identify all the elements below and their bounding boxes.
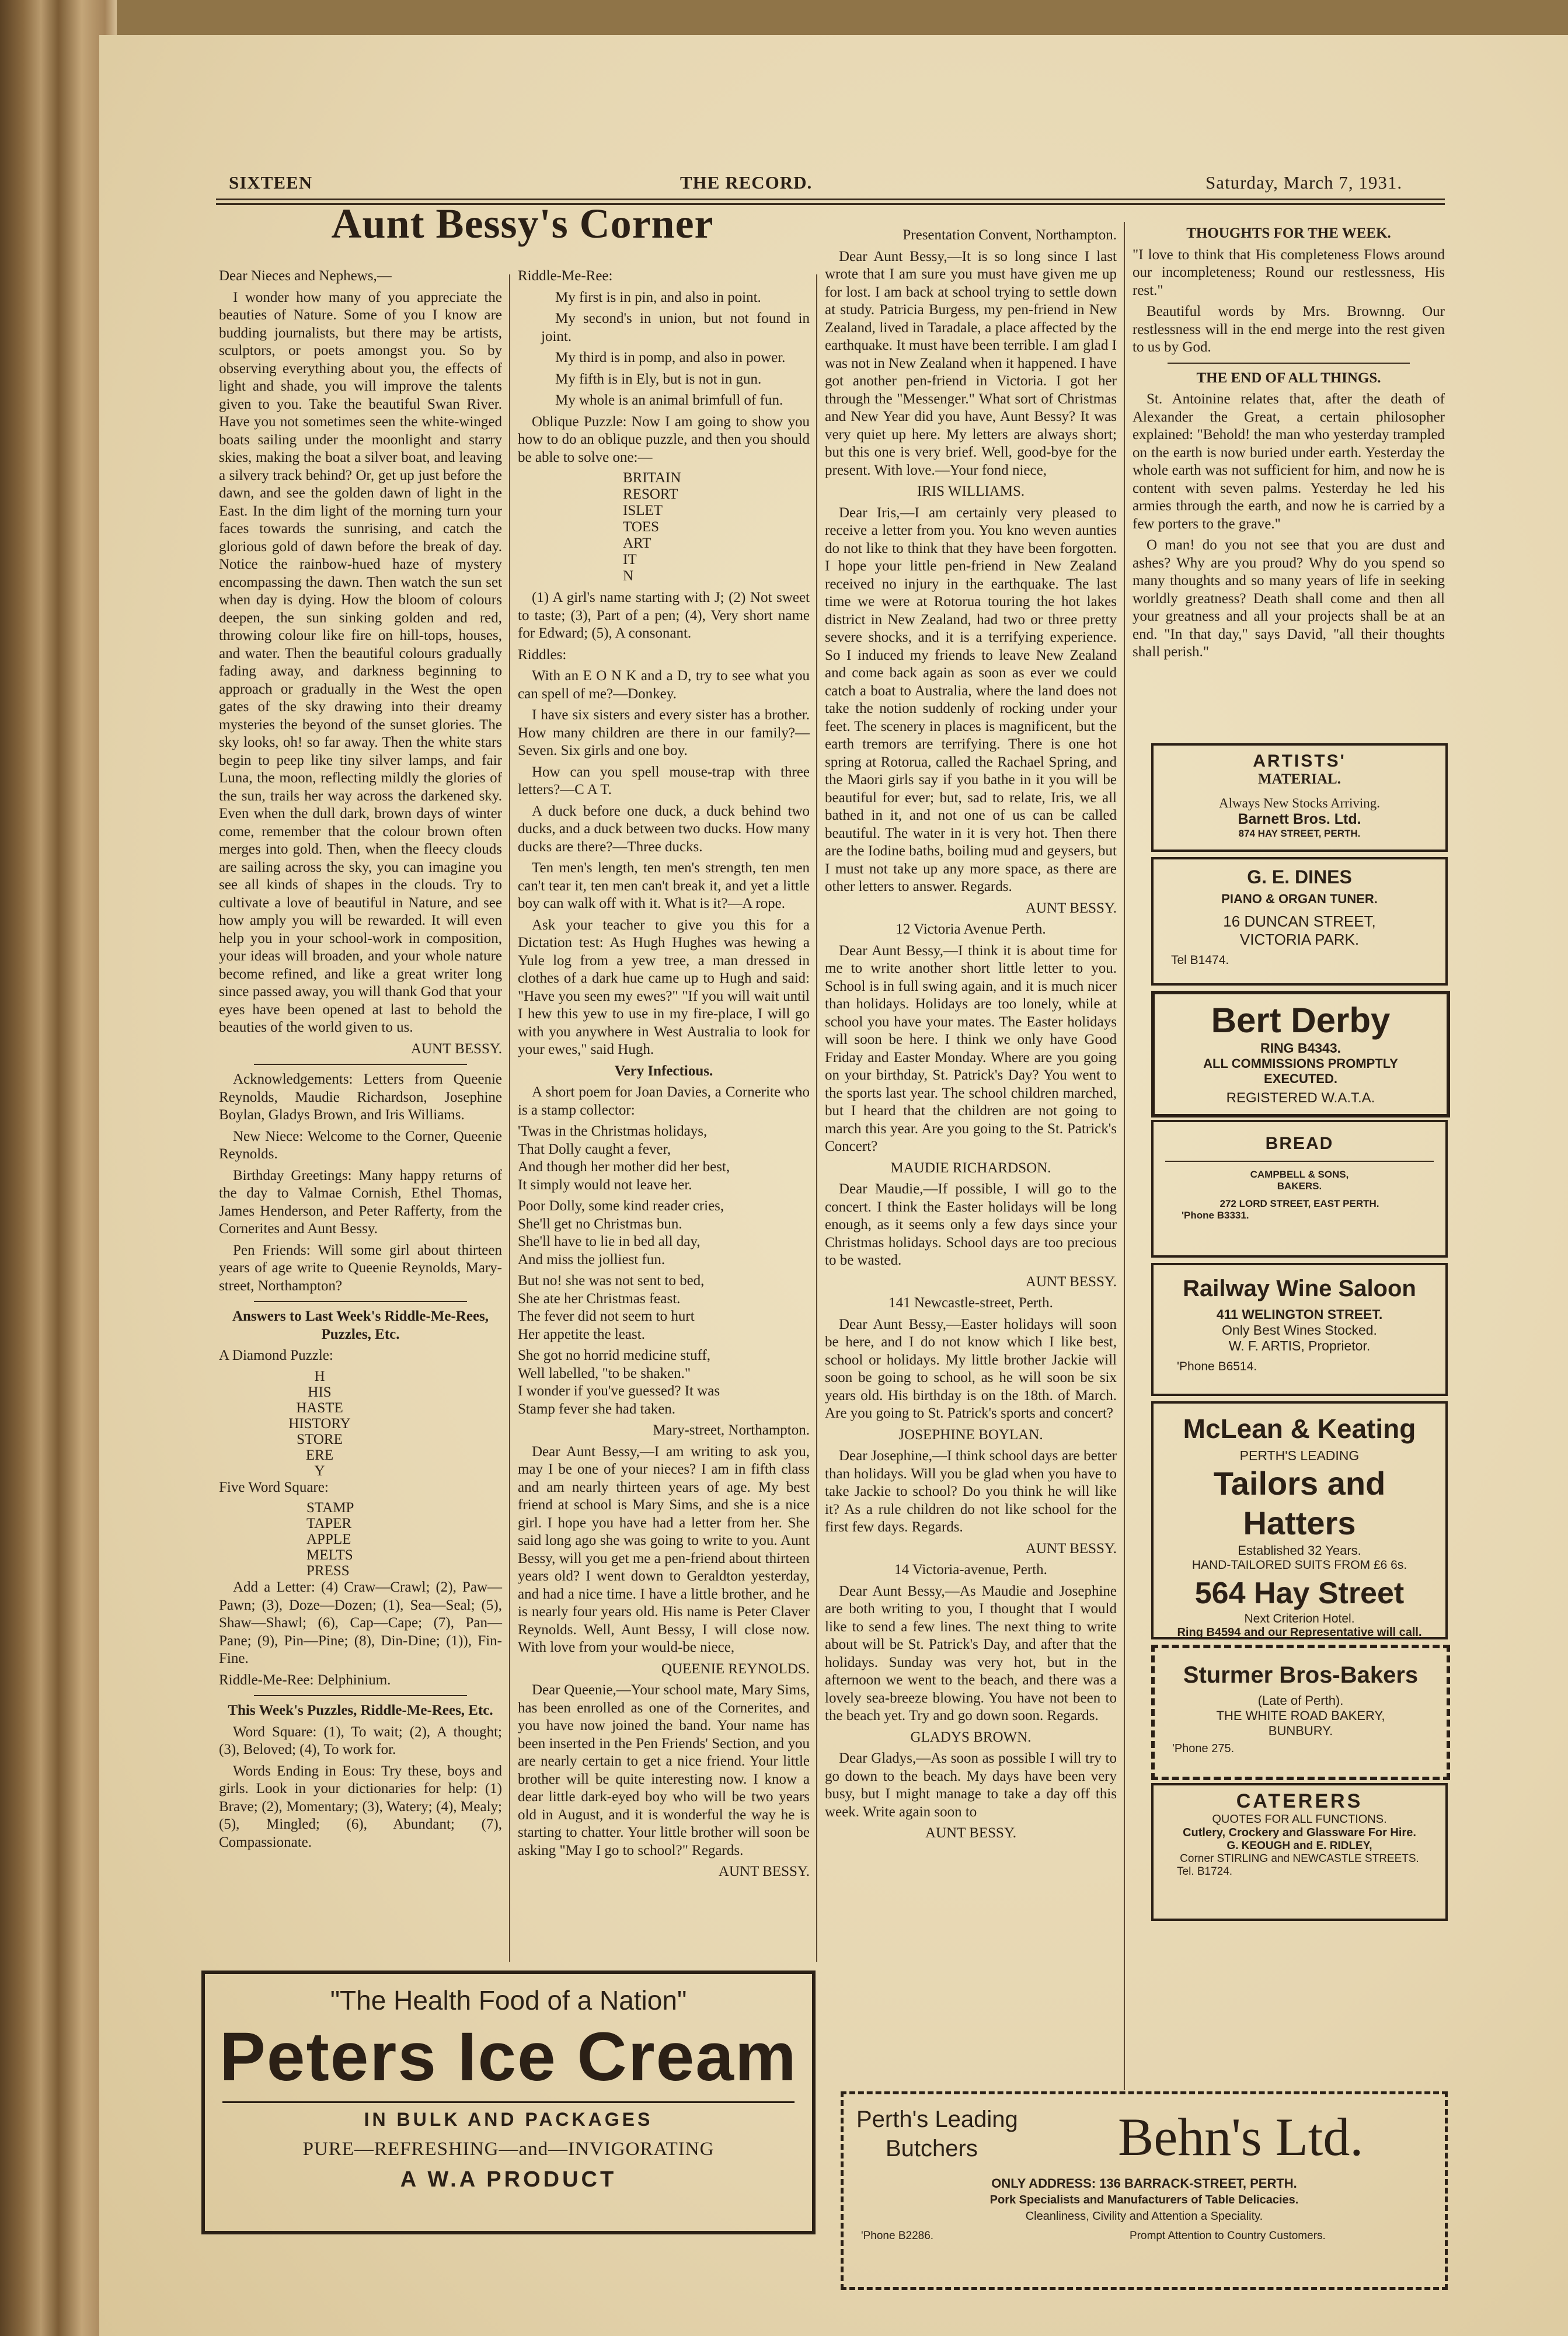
ad-line: 'Phone 275. [1172, 1742, 1235, 1755]
riddle: With an E O N K and a D, try to see what you can spell of me?—Donkey. [518, 668, 810, 702]
poem-line: And miss the jolliest fun. [518, 1251, 665, 1268]
birthday-greetings: Birthday Greetings: Many happy returns of the day to Valmae Cornish, Ethel Thomas, James Henderson, and Peter Rafferty, from the Cornerites and Aunt Bessy. [219, 1167, 502, 1237]
answers-heading: Answers to Last Week's Riddle-Me-Rees, Puzzles, Etc. [232, 1308, 489, 1342]
diamond-line: HASTE [296, 1399, 343, 1416]
ad-line: Always New Stocks Arriving. [1219, 796, 1380, 810]
ad-caterers [1151, 1783, 1448, 1921]
column-2 [518, 267, 810, 1885]
riddle: Ten men's length, ten men's strength, ten men can't tear it, ten men can't break it, and yet a little boy can walk off with it. What is it?—A rope. [518, 860, 810, 911]
ad-line: G. KEOUGH and E. RIDLEY, [1226, 1840, 1372, 1852]
ad-line: W. F. ARTIS, Proprietor. [1228, 1338, 1371, 1353]
ad-line: 16 DUNCAN STREET, [1223, 913, 1376, 930]
poem-line: I wonder if you've guessed? It was [518, 1383, 720, 1399]
divider [222, 2101, 795, 2103]
poem-line: And though her mother did her best, [518, 1159, 730, 1175]
diamond-line: STORE [297, 1431, 343, 1447]
diamond-line: HIS [308, 1384, 332, 1400]
column-4 [1133, 225, 1445, 665]
ad-line: Tel. B1724. [1177, 1865, 1233, 1878]
diamond-line: H [314, 1368, 325, 1384]
square-line: MELTS [306, 1547, 353, 1563]
oblique-word: RESORT [623, 486, 678, 502]
diamond-line: Y [314, 1463, 325, 1479]
divider [254, 1064, 467, 1065]
signature: JOSEPHINE BOYLAN. [898, 1426, 1043, 1443]
riddle: A duck before one duck, a duck behind two ducks, and a duck between two ducks. How many ducks are there?—Three ducks. [518, 803, 810, 855]
ad-line: Corner STIRLING and NEWCASTLE STREETS. [1180, 1853, 1419, 1865]
square-line: TAPER [306, 1516, 352, 1531]
ad-title: McLean & Keating [1183, 1414, 1416, 1444]
greeting: Dear Nieces and Nephews,— [219, 268, 392, 284]
ad-line: Barnett Bros. Ltd. [1238, 811, 1361, 827]
end-paragraph: O man! do you not see that you are dust and ashes? Why are you proud? Why do you spend so many thoughts and so many years of life in seeking worldly greatness? Death shall come and then all your greatness and all your projects shall be at an end. "In that day," says David, "all their thoughts shall perish." [1133, 537, 1445, 660]
ad-line: PERTH'S LEADING [1239, 1448, 1360, 1463]
word-square: Word Square: (1), To wait; (2), A thought; (3), Beloved; (4), To work for. [219, 1724, 502, 1757]
ad-line: 'Phone B3331. [1182, 1210, 1249, 1221]
page-number: SIXTEEN [229, 172, 313, 193]
end-heading: THE END OF ALL THINGS. [1196, 370, 1381, 386]
ad-line: Butchers [886, 2136, 978, 2161]
poem-line: She'll get no Christmas bun. [518, 1216, 682, 1232]
letter-address: Presentation Convent, Northampton. [903, 227, 1117, 243]
ad-mclean-keating [1151, 1401, 1448, 1639]
letter-address: 141 Newcastle-street, Perth. [888, 1295, 1053, 1311]
rmr-line: My whole is an animal brimfull of fun. [555, 392, 783, 408]
ad-brand: Peters Ice Cream [219, 2018, 797, 2095]
poem-line: 'Twas in the Christmas holidays, [518, 1123, 708, 1139]
rmr-line: My fifth is in Ely, but is not in gun. [555, 371, 762, 387]
square-line: PRESS [306, 1563, 350, 1579]
poem-line: Well labelled, "to be shaken." [518, 1365, 691, 1381]
poem-line: Stamp fever she had taken. [518, 1401, 676, 1417]
ad-title: G. E. DINES [1247, 866, 1352, 887]
riddle: I have six sisters and every sister has a brother. How many children are there in our family?—Seven. Six girls and one boy. [518, 707, 810, 758]
five-label: Five Word Square: [219, 1479, 329, 1495]
poem-line: The fever did not seem to hurt [518, 1308, 695, 1324]
acknowledgements: Acknowledgements: Letters from Queenie Reynolds, Maudie Richardson, Josephine Boylan, Gladys Brown, and Iris Williams. [219, 1071, 502, 1123]
ad-title: BREAD [1265, 1134, 1334, 1153]
date-line: Saturday, March 7, 1931. [1205, 172, 1403, 193]
ad-line: THE WHITE ROAD BAKERY, [1216, 1708, 1385, 1723]
letter-body: I wonder how many of you appreciate the beauties of Nature. Some of you I know are budding journalists, but there may be artists, sculptors, or poets amongst you. So by observing everything about you, the effects of light and shade, you will improve the talents given to you. Take the beautiful Swan River. Have you not sometimes seen the white-winged boats sailing under the moonlight and starry skies, making the boat a silver boat, and leaving a silvery track behind? Or, get up just before the dawn, and see the golden dawn of light in the East. In the dim light of the morning turn your faces towards the sunrising, and catch the glorious gold of dawn before the break of day. Notice the rainbow-hued haze of mystery encompassing the dawn. Then watch the sun set when day is dying. How the bloom of colours deepen, the sun sinking golden and red, throwing colour like fire on hill-tops, houses, and water. Then the beautiful colours gradually fading away, and darkness beginning to approach or gradually in the West the open gates of the sky drawing into their dreamy mysteries the beyond of the sunset glories. The sky looks, oh! so far away. Then the white stars begin to peep like tiny silver lamps, and fair Luna, the moon, reflecting mildly the glories of the sun, trails her way across the darkened sky. Even when the dull dark, brown days of winter come, remember that the colour brown often merges into gold. Then, when the fleecy clouds are sailing across the sky, you can imagine you see all kinds of shapes in the clouds. Try to cultivate a love of beautiful in Nature, and see how amply you will be rewarded. It will even help you in your school-work in composition, your ideas will broaden, and your whole nature become refined, and like a great writer long since passed away, you will thank God that your eyes have been opened at last to behold the beauties of the world given to us. [219, 289, 502, 1035]
ad-title: Railway Wine Saloon [1183, 1276, 1416, 1301]
ad-line: ALL COMMISSIONS PROMPTLY EXECUTED. [1203, 1056, 1398, 1086]
rmr-line: My first is in pin, and also in point. [555, 289, 761, 305]
ad-line: HAND-TAILORED SUITS FROM £6 6s. [1191, 1558, 1407, 1572]
ad-line: 'Phone B2286. [861, 2230, 934, 2242]
poem-line: It simply would not leave her. [518, 1176, 692, 1193]
poem-line: That Dolly caught a fever, [518, 1141, 671, 1157]
ad-line: Only Best Wines Stocked. [1222, 1322, 1377, 1338]
ad-line: Pork Specialists and Manufacturers of Table Delicacies. [989, 2194, 1299, 2206]
signature: AUNT BESSY. [925, 1825, 1017, 1841]
ad-line: QUOTES FOR ALL FUNCTIONS. [1212, 1813, 1387, 1826]
ad-line: 874 HAY STREET, PERTH. [1238, 828, 1361, 839]
ad-artists-material [1151, 743, 1448, 852]
thoughts-body: Beautiful words by Mrs. Brownng. Our restlessness will in the end merge into the rest given to us by God. [1133, 304, 1445, 355]
ad-line: Perth's Leading [856, 2107, 1018, 2132]
signature: AUNT BESSY. [1025, 1540, 1117, 1557]
column-1 [219, 267, 502, 1855]
signature: AUNT BESSY. [1025, 900, 1117, 916]
column-separator [816, 274, 817, 1962]
oblique-word: ART [623, 535, 651, 551]
diamond-line: HISTORY [288, 1415, 351, 1432]
signature: GLADYS BROWN. [910, 1729, 1032, 1745]
ad-sturmer-bros [1151, 1645, 1450, 1780]
page-title: Aunt Bessy's Corner [331, 200, 714, 247]
ad-tagline [856, 2105, 1018, 2163]
signature: AUNT BESSY. [1025, 1273, 1117, 1290]
divider [254, 1695, 467, 1696]
ad-bert-derby [1151, 991, 1450, 1117]
oblique-word: N [623, 568, 634, 584]
poem-heading: Very Infectious. [614, 1063, 713, 1079]
column-separator [1124, 222, 1125, 2090]
ad-title: Bert Derby [1211, 1001, 1391, 1040]
signature: IRIS WILLIAMS. [917, 483, 1025, 499]
oblique-word: ISLET [623, 503, 663, 518]
ad-line: A W.A PRODUCT [400, 2167, 617, 2192]
ad-dines [1151, 857, 1448, 986]
ad-line: Established 32 Years. [1238, 1543, 1361, 1558]
divider [254, 1301, 467, 1302]
divider [1168, 363, 1410, 364]
ad-line: BAKERS. [1277, 1181, 1322, 1192]
ad-line: Next Criterion Hotel. [1244, 1612, 1355, 1625]
square-line: STAMP [306, 1500, 354, 1516]
oblique-intro: Oblique Puzzle: Now I am going to show you how to do an oblique puzzle, and then you should be able to solve one:— [518, 413, 810, 465]
ad-peters-ice-cream [201, 1971, 816, 2234]
ad-line: 'Phone B6514. [1177, 1360, 1257, 1373]
reply-body: Dear Maudie,—If possible, I will go to the concert. I think the Easter holidays will be long enough, as it seems only a few days since your Christmas holidays. School days are too precious to be wasted. [825, 1181, 1117, 1268]
ad-line: REGISTERED W.A.T.A. [1226, 1090, 1375, 1106]
thoughts-quote: "I love to think that His completeness Flows around our incompleteness; Round our restlessness, His rest." [1133, 246, 1445, 298]
letter-body: Dear Aunt Bessy,—I am writing to ask you, may I be one of your nieces? I am in fifth class and am nearly thirteen years of age. My best friend at school is Mary Sims, and she is a nice girl. I hope you have had a letter from her. She said long ago she was going to write to you. Aunt Bessy, will you get me a pen-friend about thirteen years old? I went down to Geraldton yesterday, and had a nice time. I have a little brother, and he is nearly four years old. His name is Peter Claver Reynolds. Well, Aunt Bessy, I will close now. With love from your would-be niece, [518, 1443, 810, 1655]
oblique-clues: (1) A girl's name starting with J; (2) Not sweet to taste; (3), Part of a pen; (4), Very short name for Edward; (5), A consonant. [518, 590, 810, 641]
signature: MAUDIE RICHARDSON. [890, 1160, 1051, 1176]
rmr-line: My third is in pomp, and also in power. [555, 350, 786, 365]
this-week-heading: This Week's Puzzles, Riddle-Me-Rees, Etc. [228, 1703, 493, 1718]
ad-slogan: "The Health Food of a Nation" [330, 1985, 687, 2015]
ad-bread [1151, 1120, 1448, 1258]
riddle: How can you spell mouse-trap with three letters?—C A T. [518, 764, 810, 798]
ad-line: Prompt Attention to Country Customers. [1130, 2230, 1326, 2242]
oblique-word: TOES [623, 519, 660, 535]
ad-line: VICTORIA PARK. [1239, 931, 1360, 948]
ad-line: Ring B4594 and our Representative will call. [1177, 1626, 1422, 1639]
poem-line: Poor Dolly, some kind reader cries, [518, 1198, 724, 1214]
ad-line: CAMPBELL & SONS, [1250, 1169, 1349, 1180]
poem-line: She ate her Christmas feast. [518, 1290, 681, 1307]
add-a-letter: Add a Letter: (4) Craw—Crawl; (2), Paw—Pawn; (3), Doze—Dozen; (1), Sea—Seal; (5), Shaw—Shawl; (6), Cap—Cape; (7), Pan—Pane; (9), Pin—Pine; (8), Din-Dine; (1)), Fin-Fine. [219, 1579, 502, 1666]
poem-line: She'll have to lie in bed all day, [518, 1234, 701, 1249]
oblique-word: BRITAIN [623, 470, 681, 486]
thoughts-heading: THOUGHTS FOR THE WEEK. [1186, 225, 1391, 241]
ad-line: RING B4343. [1260, 1040, 1341, 1056]
title-block [219, 200, 826, 247]
signature: AUNT BESSY. [410, 1040, 502, 1057]
reply-body: Dear Queenie,—Your school mate, Mary Sims, has been enrolled as one of the Cornerites, and you have now joined the band. Your name has been inserted in the Pen Friends' Section, and you are nearly certain to get a nice friend. Your little brother will be quite interesting now. I know a dear little dark-eyed boy who will be two years old in August, and it is wonderful the way he is starting to chatter. Your little brother will soon be asking "May I go to school?" Regards. [518, 1682, 810, 1858]
ad-line: Cutlery, Crockery and Glassware For Hire. [1183, 1826, 1416, 1839]
ad-subtitle: MATERIAL. [1258, 771, 1341, 787]
poem-intro: A short poem for Joan Davies, a Cornerite who is a stamp collector: [518, 1084, 810, 1118]
square-line: APPLE [306, 1531, 351, 1547]
divider [1165, 1161, 1434, 1162]
letter-body: Dear Aunt Bessy,—Easter holidays will soon be here, and I do not know which I like best, school or holidays. My little brother Jackie will soon be going to school, as he will soon be six years old. His birthday is on the 18th. of March. Are you going to St. Patrick's sports and concert? [825, 1316, 1117, 1421]
masthead: THE RECORD. [680, 172, 813, 193]
oblique-word: IT [623, 552, 637, 568]
ad-title: ARTISTS' [1253, 751, 1346, 771]
signature: AUNT BESSY. [718, 1864, 810, 1879]
ad-line: Tel B1474. [1171, 953, 1229, 967]
reply-body: Dear Gladys,—As soon as possible I will try to go down to the beach. My days have been very busy, but I might manage to take a day off this week. Write again soon to [825, 1750, 1117, 1820]
poem-line: Her appetite the least. [518, 1326, 645, 1342]
diamond-line: ERE [305, 1447, 334, 1463]
reply-body: Dear Josephine,—I think school days are better than holidays. Will you be glad when you have to take Jackie to school? Do you think he will like it? As a rule children do not like school for the first few days. Regards. [825, 1448, 1117, 1535]
ad-line: 272 LORD STREET, EAST PERTH. [1219, 1198, 1379, 1209]
pen-friends: Pen Friends: Will some girl about thirteen years of age write to Queenie Reynolds, Mary-street, Northampton? [219, 1242, 502, 1294]
new-niece: New Niece: Welcome to the Corner, Queenie Reynolds. [219, 1128, 502, 1162]
ad-line: ONLY ADDRESS: 136 BARRACK-STREET, PERTH. [991, 2176, 1297, 2191]
poem-line: But no! she was not sent to bed, [518, 1273, 705, 1289]
ad-line: IN BULK AND PACKAGES [364, 2109, 653, 2130]
ad-title: Sturmer Bros-Bakers [1183, 1662, 1419, 1688]
column-separator [509, 274, 510, 1962]
riddle: Ask your teacher to give you this for a Dictation test: As Hugh Hughes was hewing a Yule log from a yew tree, a man dressed in clothes of a dark hue came up to Hugh and said: "Have you seen my ewes?" "If you will wait until I hew this yew to use in my fire-place, I will go with you anywhere in West Australia to look for your ewes," said Hugh. [518, 917, 810, 1057]
letter-body: Dear Aunt Bessy,—It is so long since I last wrote that I am sure you must have given me up for lost. I am back at school trying to settle down at study. Patricia Burgess, my pen-friend in New Zealand, lived in Taradale, a place affected by the earthquake. It must have been terrible. I am glad I was not in New Zealand when it happened. I have got another pen-friend in Victoria. I got her through the "Messenger." What sort of Christmas and New Year did you have, Aunt Bessy? It was very quiet up here. My letters are always short; but this one is very brief. Well, good-bye for the present. With love.—Your fond niece, [825, 248, 1117, 478]
reply-body: Dear Iris,—I am certainly very pleased to receive a letter from you. You kno weven aunties do not like to think that they have been forgotten. I hope your little pen-friend in New Zealand received no injury in the earthquake. The last time we were at Rotorua touring the hot lakes district in New Zealand, had two or three pretty severe shocks, and it is a terrifying experience. So I induced my friends to leave New Zealand and come back again as soon as ever we could catch a boat to Australia, where the land does not take the notion suddenly of rocking under your feet. The scenery in places is magnificent, but the earth tremors are terrifying. There is one hot spring at Rotorua, called the Rachael Spring, and the Maori girls say if you bathe in it you will be beautiful for ever; but, sad to relate, Iris, we all bathed in it, and not one of us can be called beautiful. The water in it is very hot. Then there are the Iodine baths, boiling mud and geysers, but I must not take up any more space, as there are other letters to answer. Regards. [825, 504, 1117, 894]
rmr-line: My second's in union, but not found in joint. [541, 311, 810, 344]
letter-body: Dear Aunt Bessy,—As Maudie and Josephine are both writing to you, I thought that I would like to send a few lines. The next thing to write about will be St. Patrick's Day, and after that the holidays. Sunday was very hot, but in the afternoon we went to the beach, and there was a lovely sea-breeze blowing. You have not been to the beach yet. Try and go down soon. Regards. [825, 1583, 1117, 1724]
letter-address: Mary-street, Northampton. [653, 1422, 810, 1438]
ad-brand: Behn's Ltd. [1118, 2107, 1364, 2167]
letter-address: 14 Victoria-avenue, Perth. [894, 1562, 1047, 1578]
diamond-label: A Diamond Puzzle: [219, 1348, 333, 1363]
ad-line: Cleanliness, Civility and Attention a Speciality. [1025, 2210, 1263, 2223]
letter-body: Dear Aunt Bessy,—I think it is about time for me to write another short little letter to you. School is in full swing again, and it is much nicer than holidays. Holidays are too lonely, while at school you have your mates. The Easter holidays will soon be here. I think we only have Good Friday and Easter Monday. Where are you going on your birthday, St. Patrick's Day? You went to the sports last year. The school children marched, but I heard that the children are not going to march this year. Are you going to the St. Patrick's Concert? [825, 942, 1117, 1154]
ad-line: 411 WELINGTON STREET. [1216, 1307, 1383, 1322]
ad-title: CATERERS [1236, 1790, 1363, 1812]
words-ending: Words Ending in Eous: Try these, boys and girls. Look in your dictionaries for help: (1) Brave; (2), Momentary; (3), Watery; (4), Mealy; (5), Mingled; (6), Abundant; (7), Compassionate. [219, 1763, 502, 1850]
ad-line: 564 Hay Street [1194, 1576, 1405, 1610]
riddles-label: Riddles: [518, 646, 567, 663]
ad-behns-ltd [841, 2091, 1448, 2290]
poem-line: She got no horrid medicine stuff, [518, 1348, 711, 1363]
riddle-answer: Riddle-Me-Ree: Delphinium. [219, 1672, 391, 1688]
ad-line: BUNBURY. [1268, 1724, 1333, 1738]
ad-subtitle: PIANO & ORGAN TUNER. [1221, 892, 1378, 906]
ad-line: (Late of Perth). [1257, 1693, 1344, 1708]
ad-line: PURE—REFRESHING—and—INVIGORATING [302, 2139, 715, 2160]
signature: QUEENIE REYNOLDS. [661, 1660, 810, 1677]
ad-railway-wine-saloon [1151, 1263, 1448, 1396]
rmr-label: Riddle-Me-Ree: [518, 268, 613, 284]
letter-address: 12 Victoria Avenue Perth. [895, 921, 1046, 937]
column-3 [825, 227, 1117, 1846]
end-paragraph: St. Antoinine relates that, after the death of Alexander the Great, a certain philosopher explained: "Behold! the man who yesterday trampled on the earth is now buried under earth. Yesterday the whole earth was not sufficient for him, and now he is content with seven palms. Yesterday he led his armies through the earth, and now he is carried by a few porters to the grave." [1133, 391, 1445, 532]
ad-line: Tailors and Hatters [1213, 1465, 1386, 1541]
